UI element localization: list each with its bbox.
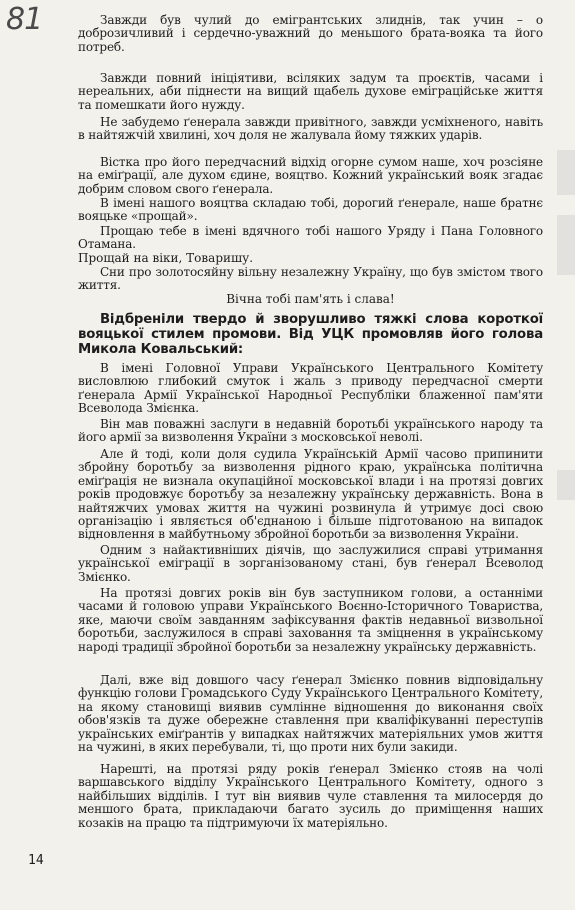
tribute-block (78, 116, 543, 143)
speech-paragraph: Одним з найактивніших діячів, що заслужилися справі утримання української еміграції в зорганізованому стані, був ґенерал Всеволод Змієнко. (78, 543, 543, 584)
scan-artifact (557, 215, 575, 275)
transition-paragraph: Відбреніли твердо й зворушливо тяжкі слова короткої вояцької стилем промови. Від УЦК промовляв його голова Микола Ковальський: (78, 312, 543, 357)
speech-paragraph: Далі, вже від довшого часу ґенерал Змієнко повнив відповідальну функцію голови Громадського Суду Українського Центрального Комітету, на якому становищі виявив сумлінне відношення до виконання своїх обов'язків та дуже обережне ставлення при кваліфікуванні переступів українських еміґрантів у випадках найтяжчих матеріяльних умов життя на чужині, в яких перебували, ті, що проти них були закиди. (78, 673, 543, 755)
speech-paragraph: Він мав поважні заслуги в недавній боротьбі українського народу та його армії за визволення України з московської неволі. (78, 417, 543, 445)
tribute-paragraph: Вістка про його передчасний відхід огорне сумом наше, хоч розсіяне на еміґрації, але духом єдине, вояцтво. Кожний український вояк згадає добрим словом свого ґенерала. (78, 155, 543, 196)
speech-paragraph: Але й тоді, коли доля судила Українській Армії часово припинити збройну боротьбу за визволення рідного краю, українська політична еміґрація не визнала окупаційної московської влади і на протязі довгих років продовжує боротьбу за незалежну українську державність. Вона в найтяжчих умовах життя на чужині розвинула й утримує досі свою організацію і являється об'єднаною і більше підготованою на випадок відновлення в майбутньому збройної боротьби за визволення України. (78, 447, 543, 542)
scan-artifact (557, 470, 575, 500)
page-number: 14 (28, 853, 44, 868)
tribute-paragraph: Не забудемо ґенерала завжди привітного, завжди усміхненого, навіть в найтяжчій хвилині, хоч доля не жалувала йому тяжких ударів. (78, 115, 543, 143)
scan-artifact (557, 150, 575, 195)
speech-block (78, 674, 543, 754)
speech-block (78, 763, 543, 830)
speech-block (78, 587, 543, 654)
speech-block (78, 418, 543, 445)
speech-paragraph: На протязі довгих років він був заступником голови, а останніми часами й головою управи Українського Воєнно-Історичного Товариства, яке, маючи своїм завданням зафіксування фактів недавньої визвольної боротьби, заслужилося в справі заховання та зміцнення в українському народі традиції збройної боротьби за незалежну українську державність. (78, 586, 543, 654)
tribute-paragraph: Завжди був чулий до емігрантських злиднів, так учин – о доброзичливий і сердечно-уважний до меньшого брата-вояка та його потреб. (78, 13, 543, 54)
tribute-paragraph: Прощай на віки, Товаришу. (78, 251, 254, 265)
transition-block (78, 312, 543, 357)
tribute-block (78, 266, 543, 293)
speech-block (78, 448, 543, 542)
speech-paragraph: В імені Головної Управи Українського Центрального Комітету висловлюю глибокий смуток і жаль з приводу передчасної смерти ґенерала Армії Української Народньої Республіки блаженної пам'яти Всеволода Змієнка. (78, 361, 543, 416)
handwritten-page-mark: 81 (6, 2, 43, 37)
speech-paragraph: Нарешті, на протязі ряду років ґенерал Змієнко стояв на чолі варшавського відділу Українського Центрального Комітету, одного з найбільших відділів. І тут він виявив чуле ставлення та милосердя до меншого брата, прикладаючи багато зусиль до приміщення наших козаків на працю та підтримуючи їх матеріяльно. (78, 762, 543, 830)
tribute-block (78, 225, 543, 252)
tribute-paragraph: В імені нашого вояцтва складаю тобі, дорогий ґенерале, наше братнє вояцьке «прощай». (78, 196, 543, 224)
tribute-paragraph: Прощаю тебе в імені вдячного тобі нашого Уряду і Пана Головного Отамана. (78, 224, 543, 252)
speech-block (78, 544, 543, 584)
tribute-block (78, 293, 543, 306)
tribute-block (78, 252, 543, 265)
tribute-paragraph: Завжди повний ініціятиви, всіляких задум та проєктів, часами і нереальних, аби піднести на вищий щабель духове еміграційське життя та помешкати його нужду. (78, 71, 543, 112)
tribute-block (78, 197, 543, 224)
tribute-section (78, 14, 543, 54)
tribute-paragraph: Сни про золотосяйну вільну незалежну Україну, що був змістом твого життя. (78, 265, 543, 293)
speech-block (78, 362, 543, 416)
tribute-block (78, 72, 543, 112)
tribute-block (78, 156, 543, 196)
tribute-closing: Вічна тобі пам'ять і слава! (226, 292, 395, 306)
